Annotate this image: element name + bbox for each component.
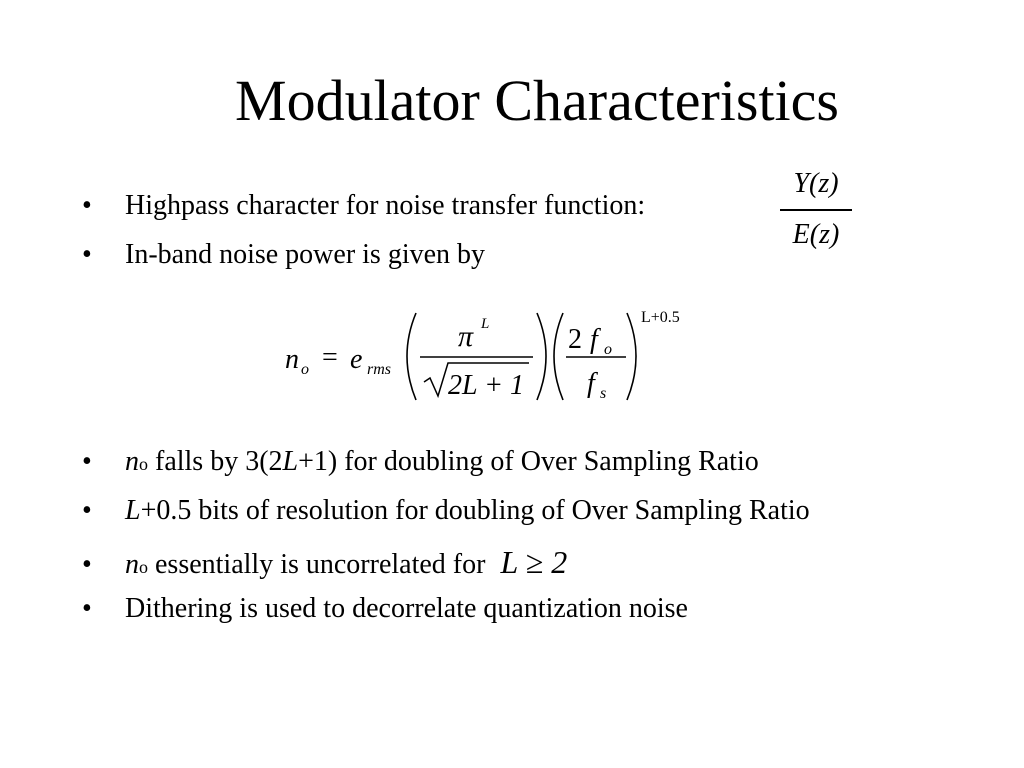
var-n-sub: o — [139, 557, 148, 577]
paren-open-2 — [554, 313, 563, 400]
bullet-text: +0.5 bits of resolution for doubling of Over Sampling Ratio — [140, 495, 810, 526]
formula-lhs: n — [285, 344, 299, 375]
bullet-text: Dithering is used to decorrelate quantization noise — [125, 593, 688, 624]
paren-open-1 — [407, 313, 416, 400]
formula-f-num: f — [590, 324, 598, 355]
formula-two: 2 — [568, 324, 582, 355]
bullet-dot: • — [82, 549, 92, 580]
var-n-sub: o — [139, 454, 148, 474]
bullet-no-falls — [82, 446, 759, 478]
formula-exponent: L+0.5 — [641, 309, 680, 326]
bullet-uncorrelated — [82, 544, 567, 581]
var-L: L — [125, 495, 141, 526]
paren-close-1 — [537, 313, 546, 400]
formula-coef: e — [350, 344, 363, 375]
bullet-text-pre: falls by 3(2 — [148, 446, 283, 477]
var-L: L — [282, 446, 299, 477]
bullet-text: essentially is uncorrelated for — [148, 549, 486, 580]
formula-lhs-sub: o — [301, 361, 309, 378]
bullet-dot: • — [82, 593, 92, 624]
bullet-bits-resolution — [82, 495, 810, 527]
formula-fs-sub: s — [600, 385, 607, 402]
fraction-numerator: Y(z) — [793, 168, 839, 199]
bullet-dot: • — [82, 190, 92, 221]
paren-close-2 — [627, 313, 636, 400]
bullet-dithering — [82, 593, 688, 625]
var-n: n — [125, 446, 139, 477]
fraction-denominator: E(z) — [792, 218, 840, 250]
bullet-text-post: +1) for doubling of Over Sampling Ratio — [298, 446, 759, 477]
formula-fo-sub: o — [604, 341, 612, 358]
formula-root-arg: 2L + 1 — [448, 370, 524, 401]
var-n: n — [125, 549, 139, 580]
bullet-dot: • — [82, 239, 92, 270]
formula-coef-sub: rms — [367, 361, 392, 378]
formula-pi: π — [458, 320, 474, 353]
formula-pi-sup: L — [481, 316, 490, 332]
formula-equals: = — [322, 342, 338, 373]
bullet-dot: • — [82, 495, 92, 526]
formula-f-den: f — [587, 368, 595, 399]
slide-title: Modulator Characteristics — [235, 68, 839, 133]
bullet-dot: • — [82, 446, 92, 477]
bullet-text: In-band noise power is given by — [125, 239, 486, 270]
bullet-text: Highpass character for noise transfer function: — [125, 190, 646, 221]
math-L-geq-2: L ≥ 2 — [500, 544, 568, 580]
